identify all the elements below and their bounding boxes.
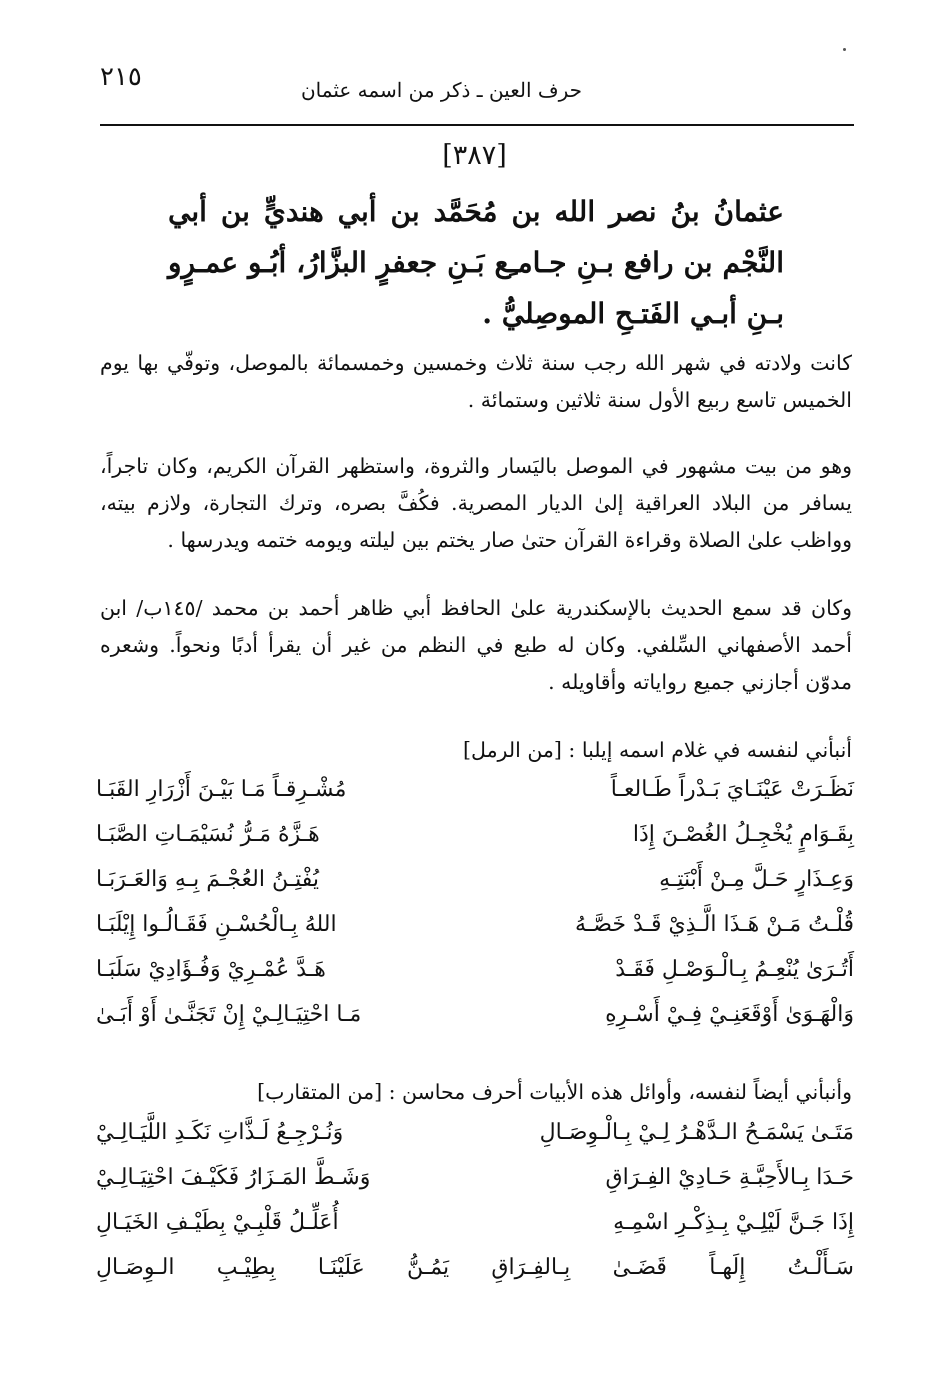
verse (96, 1120, 854, 1165)
paragraph-birth-death: كانت ولادته في شهر الله رجب سنة ثلاث وخمسين وخمسمائة بالموصل، وتوفّي بها يوم الخميس تاسع ربيع الأول سنة ثلاثين وستمائة . (100, 351, 852, 412)
page-number: ٢١٥ (100, 62, 142, 92)
verse (96, 777, 854, 822)
verse (96, 1165, 854, 1210)
entry-title: عثمانُ بنُ نصر الله بن مُحَمَّد بن أبي هنديٍّ بن أبي النَّجْم بن رافع بـنِ جـامـِع بَـنِ جعفرٍ البزَّارُ، أبُـو عمـرٍو بـنِ أبـي الفَتـحِ الموصِليُّ . (168, 195, 784, 330)
verse (96, 957, 854, 1002)
verse-second-hemistich: هَـزَّهُ مَـرُّ نُسَيْمَـاتِ الصَّبَـا (96, 822, 320, 847)
poem2 (96, 1120, 854, 1300)
poem2-intro: وأنبأني أيضاً لنفسه، وأوائل هذه الأبيات أحرف محاسن : [من المتقارب] (257, 1080, 852, 1104)
verse-first-hemistich: وَالْهَـوَىٰ أَوْقَعَنِـيْ فِـيْ أَسْـرِهِ (605, 1002, 854, 1027)
verse-first-hemistich: مَتَـىٰ يَسْمَـحُ الـدَّهْـرُ لِـيْ بِـالْـوِصَـالِ (539, 1120, 854, 1145)
page-header (100, 58, 852, 118)
verse-first-hemistich: بِقَـوَامٍ يُخْجِـلُ الغُصْـنَ إِذَا (632, 822, 854, 847)
verse-second-hemistich: مَـا احْتِيَـالِـيْ إِنْ تَجَنَّـىٰ أَوْ أَبَـىٰ (96, 1002, 362, 1027)
verse (96, 1210, 854, 1255)
verse (96, 1002, 854, 1047)
verse (96, 822, 854, 867)
verse-second-hemistich: هَـدَّ عُمْـرِيْ وَفُـؤَادِيْ سَلَبَـا (96, 957, 326, 982)
poem1-intro: أنبأني لنفسه في غلام اسمه إيلبا : [من الرمل] (463, 738, 852, 762)
ink-speck (843, 48, 846, 51)
header-rule (100, 124, 854, 126)
verse-first-hemistich: أَتُـرَىٰ يُنْعِـمُ بِـالْـوَصْـلِ فَقَـدْ (615, 957, 854, 982)
verse-first-hemistich: قُلْـتُ مَـنْ هَـذَا الَّـذِيْ قَـدْ خَصَّـهُ (575, 912, 854, 937)
paragraph-biography: وهو من بيت مشهور في الموصل باليَسار والثروة، واستظهر القرآن الكريم، وكان تاجراً، يسافر من البلاد العراقية إلىٰ الديار المصرية. فكُفَّ بصره، وترك التجارة، ولازم بيته، وواظب علىٰ الصلاة وقراءة القرآن حتىٰ صار يختم بين ليلته ويومه ختمه ويدرسها . (100, 454, 852, 552)
verse-second-hemistich: أُعَلِّـلُ قَلْبِـيْ بِطَيْـفِ الخَيَـالِ (96, 1210, 339, 1235)
verse (96, 912, 854, 957)
verse-first-hemistich: وَعِـذَارٍ حَـلَّ مِـنْ أَبْنَتِـهِ (659, 867, 854, 892)
poem1 (96, 777, 854, 1047)
verse-second-hemistich: وَنُـرْجِـعُ لَـذَّاتِ نَكَـدِ اللَّيَـالِـيْ (96, 1120, 344, 1145)
verse-first-hemistich: نَظَـرَتْ عَيْنَـايَ بَـدْراً طَـالعـاً (610, 777, 854, 802)
verse-second-hemistich: وَشَـطَّ المَـزَارُ فَكَيْـفَ احْتِيَـالِـيْ (96, 1165, 371, 1190)
verse-second-hemistich: مُشْـرِقـاً مَـا بَيْـنَ أَزْرَارِ القَبَـا (96, 777, 347, 802)
verse-first-hemistich: إِذَا جَـنَّ لَيْلِـيْ بِـذِكْـرِ اسْمِـهِ (613, 1210, 854, 1235)
running-title: حرف العين ـ ذكر من اسمه عثمان (300, 78, 582, 102)
verse-second-hemistich: اللهُ بِـالْحُسْـنِ فَقَـالُـوا إِيْلَبَـا (96, 912, 337, 937)
paragraph-hadith: وكان قد سمع الحديث بالإسكندرية علىٰ الحافظ أبي ظاهر أحمد بن محمد /١٤٥ب/ ابن أحمد الأصفهاني السِّلفي. وكان له طبع في النظم من غير أن يقرأ أدبًا ونحواً. وشعره مدوّن أجازني جميع رواياته وأقاويله . (100, 596, 852, 694)
verse-continuous: سَـأَلْـتُ إِلَهـاً قَضَـىٰ بِـالفِـرَاقِ يَمُـنُّ عَلَيْنَـا بِطِيْـبِ الـوِصَـالِ (96, 1255, 854, 1280)
verse-second-hemistich: يُفْتِـنُ العُجْـمَ بِـهِ وَالعَـرَبَـا (96, 867, 320, 892)
entry-number: [٣٨٧] (442, 140, 507, 171)
verse-first-hemistich: حَـدَا بِـالأَحِبَّـةِ حَـادِيْ الفِـرَاقِ (605, 1165, 854, 1190)
verse (96, 867, 854, 912)
